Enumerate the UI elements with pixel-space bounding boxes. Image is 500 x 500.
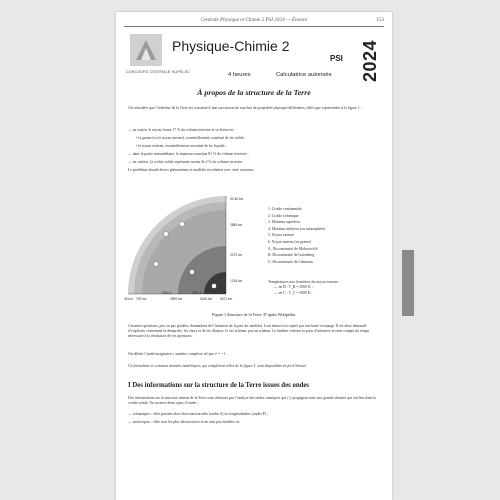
para-2: On définit l’unité imaginaire i, nombre complexe tel que i² = −1.: [128, 352, 227, 356]
figure-legend: [268, 206, 325, 265]
legend-item: 5. Noyau externe: [268, 233, 295, 238]
depth-label-bottom-3: 5150 km: [200, 297, 213, 301]
problem-line: Le problème aborde divers phénomènes et modèles en relation avec cette structure.: [128, 167, 255, 172]
year-label: 2024: [360, 39, 380, 82]
wave-bullet-1: — surfaciques : elles sont les plus destructrices et ne sont pas étudiées ici.: [128, 419, 241, 424]
bullet-1: • la graine (ou le noyau interne), essentiellement constitué de fer solide,: [136, 135, 245, 140]
bullet-2: • le noyau externe, essentiellement constitué de fer liquide ;: [136, 143, 227, 148]
figure-caption: Figure 1 Structure de la Terre. D’après Wikipédia.: [212, 312, 296, 317]
depth-label-right-1: 2885 km: [230, 223, 243, 227]
earth-structure-figure: [122, 190, 272, 307]
depth-label-right-3: 1216 km: [230, 279, 243, 283]
page-number: 153: [376, 17, 384, 23]
legend-item: B. Discontinuité de Gutenberg: [268, 253, 315, 258]
boundary-temperatures: [268, 280, 340, 296]
legend-item: 2. Croûte océanique: [268, 213, 299, 218]
waves-bullets: [128, 412, 380, 425]
competition-logo: [130, 34, 162, 66]
temperature-label-1: 3000 K: [192, 291, 203, 295]
depth-label-bottom-0: 35 km: [124, 297, 133, 301]
legend-item: 4. Manteau inférieur (ou mésosphère): [268, 226, 326, 231]
depth-label-right-2: 2270 km: [230, 253, 243, 257]
temps-title: Températures aux frontières du noyau externe :: [268, 280, 340, 284]
para-3: Un formulaire et certaines données numériques, qui complètent celles de la figure 1, sont disponibles en fin d’énoncé.: [128, 364, 308, 368]
logo-text: CONCOURS CENTRALE·SUPÉLEC: [126, 70, 191, 74]
formulary-paragraph: [128, 364, 380, 369]
para-1: Certaines questions, peu ou pas guidées, demandent de l’initiative de la part du candidat. Leur énoncé est repéré par une barre en marge. Il est alors demandé d’expliciter clairement la démarche, les choix et de les illustrer, le cas échéant, par un schéma. Le barème valorise la prise d’initiative et tient compte du temps nécessaire à la résolution de ces questions.: [128, 324, 370, 338]
depth-label-bottom-2: 2890 km: [170, 297, 183, 301]
legend-item: 3. Manteau supérieur: [268, 220, 301, 225]
running-header: [124, 16, 384, 27]
legend-item: A. Discontinuité de Mohorovičić: [268, 246, 319, 251]
waves-paragraph: [128, 396, 380, 406]
intro-text: On considère que l’intérieur de la Terre est constitué d’une succession de couches de propriétés physique différentes, telles que représentées à la figure 1 :: [128, 106, 362, 110]
temps-c: — en C : T_C = 5000 K.: [274, 290, 312, 295]
para-4: Des informations sur la structure interne de la Terre sont obtenues par l’analyse des ondes sismiques qui s’y propagent suite aux grands séismes qui ont lieu dans la croûte solide. On recense deux types d’ondes :: [128, 396, 376, 405]
bullet-4: — en surface, la croûte solide représente moins de 2 % du volume terrestre.: [128, 159, 244, 164]
layer-bullets: [128, 128, 380, 176]
depth-label-bottom-4: 6371 km: [220, 297, 233, 301]
depth-label-bottom-1: 700 km: [136, 297, 147, 301]
filiere-label: PSI: [330, 54, 343, 63]
subject-title: Physique-Chimie 2: [172, 38, 290, 54]
duration-label: 4 heures: [228, 72, 251, 78]
legend-item: 6. Noyau interne (ou graine): [268, 239, 312, 244]
intro-paragraph: [128, 106, 380, 111]
temperature-label-0: 5000 K: [162, 291, 173, 295]
exam-page: [116, 12, 392, 500]
bullet-3: — dans la partie intermédiaire, le manteau constitue 81 % du volume terrestre ;: [128, 151, 249, 156]
calculator-label: Calculatrice autorisée: [276, 72, 332, 78]
legend-item: 1. Croûte continentale: [268, 207, 302, 211]
section-1-title: I Des informations sur la structure de la Terre issues des ondes: [128, 382, 310, 389]
instructions-paragraph: [128, 324, 380, 338]
bullet-0: — au centre, le noyau forme 17 % du volume terrestre et se divise en :: [128, 128, 236, 132]
running-title: Centrale Physique et Chimie 2 PSI 2024 — Énoncé: [200, 17, 308, 23]
imaginary-unit-paragraph: [128, 352, 380, 357]
legend-item: C. Discontinuité de Lehmann: [268, 259, 313, 264]
depth-label-right-0: 30-60 km: [230, 197, 244, 201]
side-thumb-tab: [402, 250, 414, 316]
section-title: À propos de la structure de la Terre: [197, 88, 311, 97]
wave-bullet-0: — volumiques : elles passent alors être transversales (ondes S) ou longitudinales (ondes P) ;: [128, 412, 269, 416]
temps-b: — en B : T_B = 2900 K ;: [274, 285, 313, 290]
